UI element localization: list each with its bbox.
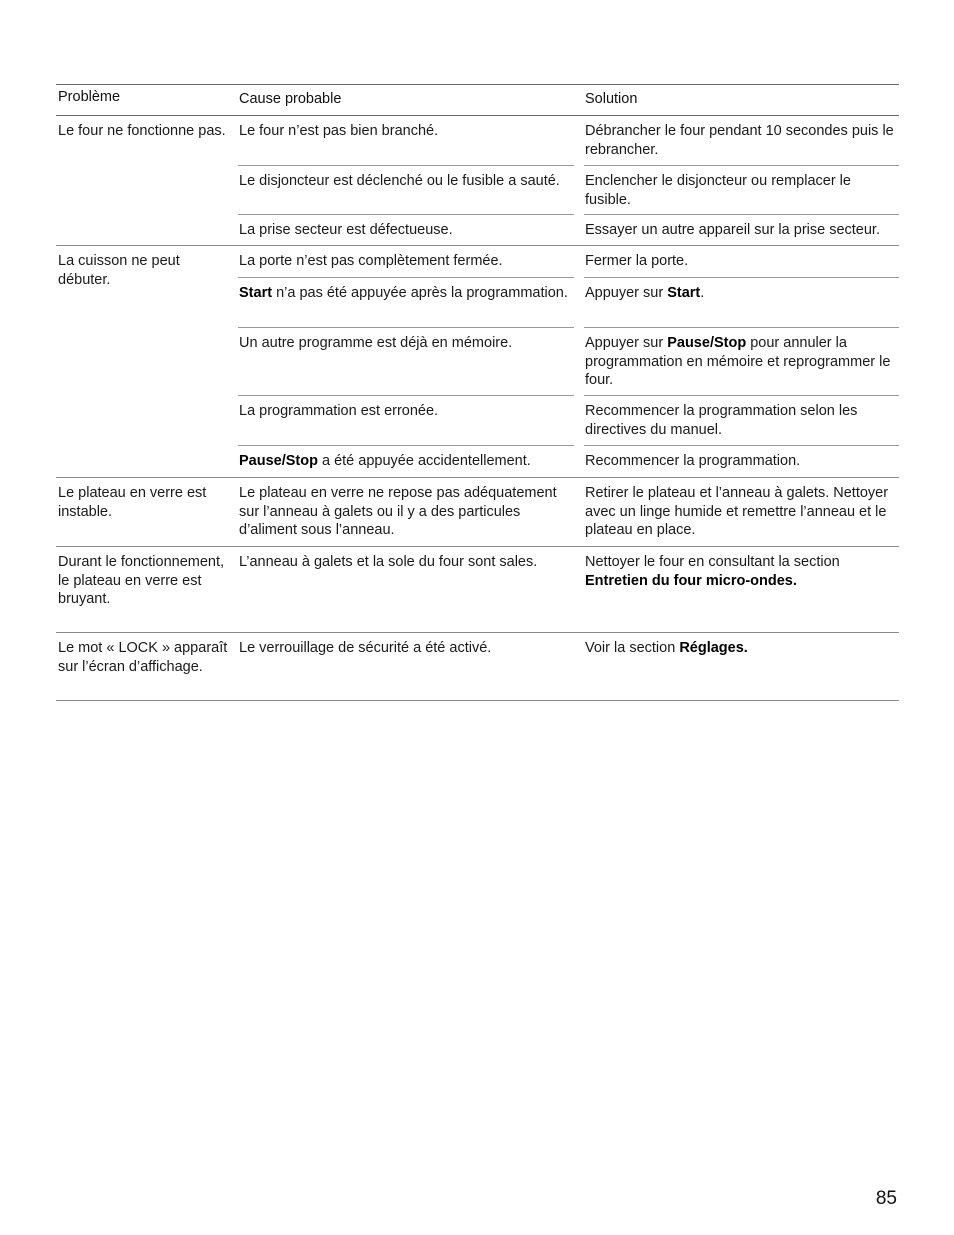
solution-cell: Essayer un autre appareil sur la prise secteur. xyxy=(584,214,899,245)
problem-cell: Durant le fonctionnement, le plateau en verre est bruyant. xyxy=(58,554,225,608)
table-row xyxy=(238,116,899,165)
table-group xyxy=(56,116,899,246)
table-row xyxy=(238,277,899,327)
header-problem: Problème xyxy=(58,89,121,105)
table-row xyxy=(238,445,899,477)
page-number: 85 xyxy=(875,1188,897,1209)
problem-cell: La cuisson ne peut débuter. xyxy=(58,253,180,288)
solution-cell: Recommencer la programmation selon les directives du manuel. xyxy=(584,395,899,445)
table-row xyxy=(238,165,899,214)
solution-cell: Recommencer la programmation. xyxy=(584,445,899,477)
header-cause: Cause probable xyxy=(239,91,342,107)
cause-cell: La porte n’est pas complètement fermée. xyxy=(239,253,503,269)
table-row xyxy=(238,327,899,395)
cause-cell: Le disjoncteur est déclenché ou le fusible a sauté. xyxy=(238,165,574,214)
cause-cell: La prise secteur est défectueuse. xyxy=(238,214,574,245)
solution-cell: Nettoyer le four en consultant la section Entretien du four micro-ondes. xyxy=(585,554,840,589)
table-row xyxy=(238,214,899,245)
table-row xyxy=(238,478,899,546)
problem-cell: Le mot « LOCK » apparaît sur l’écran d’affichage. xyxy=(58,640,228,675)
solution-cell: Appuyer sur Start. xyxy=(584,277,899,327)
solution-cell: Voir la section Réglages. xyxy=(585,640,748,656)
start-key-label: Start xyxy=(667,285,701,301)
pause-stop-key-label: Pause/Stop xyxy=(667,335,747,351)
section-reference: Réglages. xyxy=(679,640,748,656)
pause-stop-key-label: Pause/Stop xyxy=(239,453,318,469)
table-header xyxy=(56,84,899,116)
table-group xyxy=(56,633,899,701)
solution-cell: Débrancher le four pendant 10 secondes puis le rebrancher. xyxy=(585,123,894,158)
cause-cell: Pause/Stop a été appuyée accidentellement. xyxy=(238,445,574,477)
troubleshooting-table xyxy=(56,84,899,701)
header-solution: Solution xyxy=(585,91,638,107)
solution-cell: Fermer la porte. xyxy=(585,253,689,269)
cause-cell: La programmation est erronée. xyxy=(238,395,574,445)
solution-cell: Enclencher le disjoncteur ou remplacer le fusible. xyxy=(584,165,899,214)
cause-cell: Le verrouillage de sécurité a été activé. xyxy=(239,640,492,656)
table-row xyxy=(238,633,899,700)
table-row xyxy=(238,246,899,277)
table-row xyxy=(238,547,899,632)
cause-cell: L’anneau à galets et la sole du four sont sales. xyxy=(239,554,538,570)
start-key-label: Start xyxy=(239,285,273,301)
cause-cell: Le four n’est pas bien branché. xyxy=(239,123,439,139)
cause-cell: Un autre programme est déjà en mémoire. xyxy=(238,327,574,395)
table-row xyxy=(238,395,899,445)
solution-cell: Appuyer sur Pause/Stop pour annuler la programmation en mémoire et reprogrammer le four. xyxy=(584,327,899,395)
problem-cell: Le four ne fonctionne pas. xyxy=(58,123,226,139)
cause-cell: Start n’a pas été appuyée après la programmation. xyxy=(238,277,574,327)
table-group xyxy=(56,547,899,633)
problem-cell: Le plateau en verre est instable. xyxy=(58,485,207,520)
table-group xyxy=(56,246,899,478)
section-reference: Entretien du four micro-ondes. xyxy=(585,572,797,589)
cause-cell: Le plateau en verre ne repose pas adéquatement sur l’anneau à galets ou il y a des particules d’aliment sous l’anneau. xyxy=(239,485,557,539)
solution-cell: Retirer le plateau et l’anneau à galets. Nettoyer avec un linge humide et remettre l’anneau et le plateau en place. xyxy=(585,485,889,539)
table-group xyxy=(56,478,899,547)
